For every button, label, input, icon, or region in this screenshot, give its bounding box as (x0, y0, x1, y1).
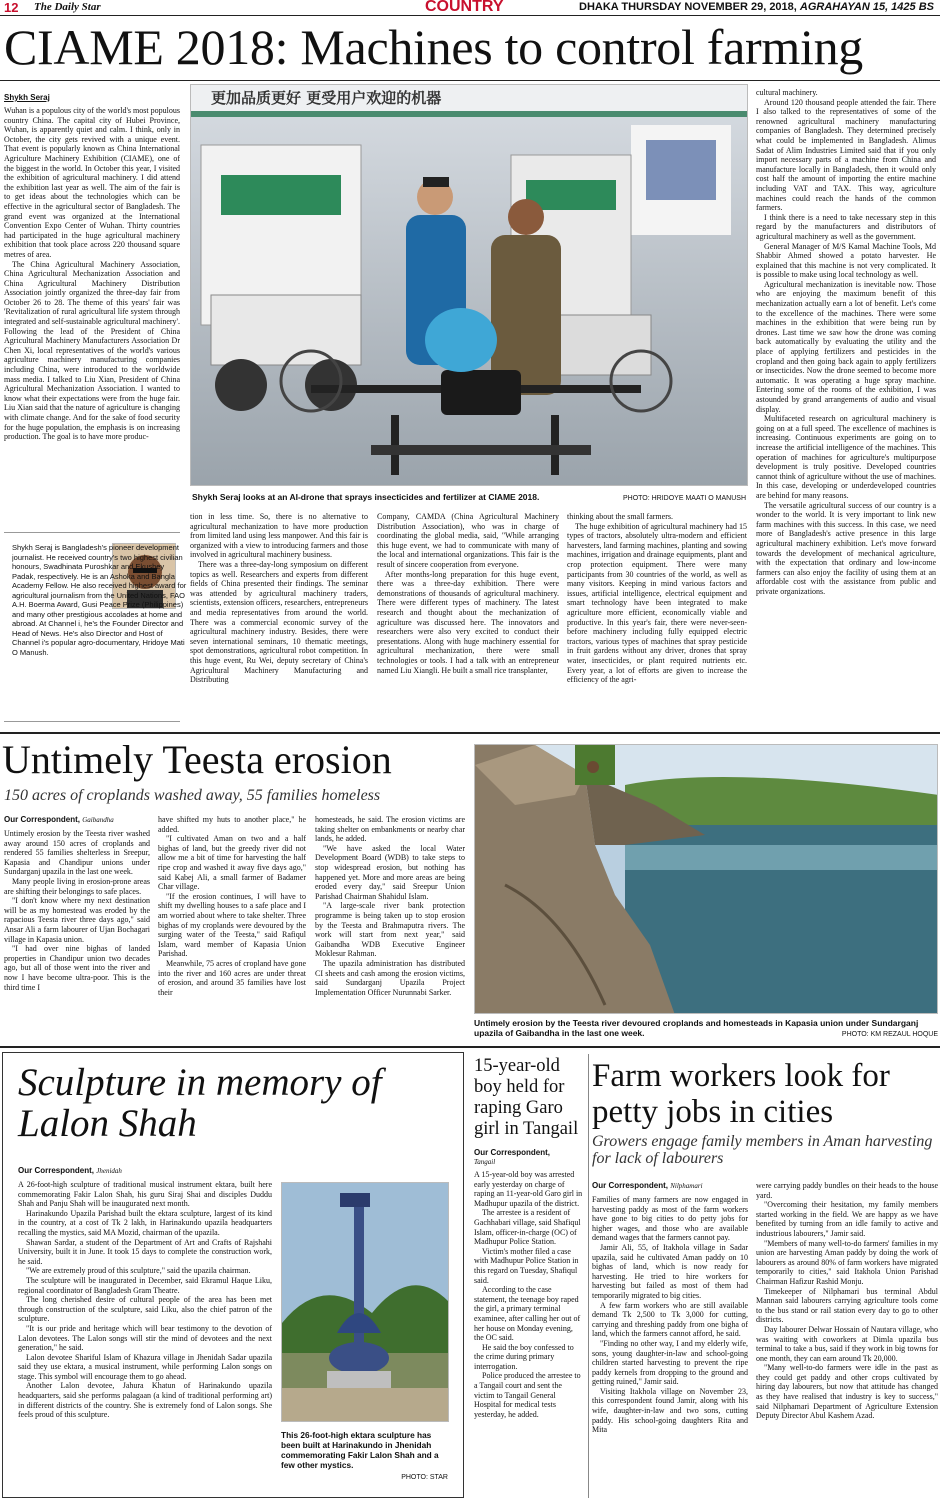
paragraph: "I don't know where my next destination will be as my homestead was eroded by the rapacious Teesta river three days ago," said Ansar Ali a farm labourer of Ujan Bochagari village in Kapasia union. (4, 896, 150, 944)
paragraph: The upazila administration has distributed CI sheets and cash among the erosion victims, said Sundarganj Upazila Project Implementation Officer Nurunnabi Sarker. (315, 958, 465, 997)
banner-text: 更加品质更好 更受用户欢迎的机器 (211, 89, 442, 107)
tangail-headline: 15-year-old boy held for raping Garo girl in Tangail (474, 1056, 579, 1139)
ciame-column-4 (567, 512, 747, 722)
teesta-byline (4, 815, 114, 824)
paragraph: The arrestee is a resident of Gachhabari village, said Shafiqul Islam, officer-in-charge (OC) of Madhupur Police Station. (474, 1208, 581, 1247)
section-divider (0, 732, 940, 734)
teesta-photo-caption: Untimely erosion by the Teesta river devoured croplands and homesteads in Kapasia union under Sundarganj upazila of Gaibandha in the last one week. (474, 1018, 919, 1038)
paragraph: The huge exhibition of agricultural machinery had 15 types of tractors, absolutely ultra-modern and efficient harvesters, land farming machines, planting and sowing machines, irrigation and drainage equipments, plant and crop protection equipment. There were many participants from 30 countries of the world, as well as many visitors. Keeping in mind various factors and issues, artificial intelligence, electrical equipment and smart technology have been integrated to make agriculture more efficient, economically viable and productive. In this year's fair, there were never-seen-before machinery including fully equipped electric tractors, various types of machines that spray pesticide in fruit gardens without any driver, drones that spray water, insecticides, or plant required nutrients etc. Every year, a lot of efforts are given to increase the efficiency of the agri- (567, 521, 747, 685)
paragraph: cultural machinery. (756, 88, 818, 97)
paragraph: Visiting Itakhola village on November 23, this correspondent found Jamir, along with his wife, daughter-in-law and two sons, cutting paddy. His school-going daughters Rita and Mita (592, 1386, 748, 1435)
tangail-byline (474, 1148, 586, 1166)
paragraph: A 26-foot-high sculpture of traditional musical instrument ektara, built here commemorating Fakir Lalon Shah, his guru Siraj Shai and disciples Duddu Shah and Panju Shah will be inaugurated next month. (18, 1180, 272, 1209)
teesta-photo-credit: PHOTO: KM REZAUL HOQUE (841, 1031, 938, 1038)
dateline (579, 1, 934, 13)
date-bengali: AGRAHAYAN 15, 1425 BS (799, 1, 934, 13)
byline-text: Our Correspondent, (592, 1181, 669, 1190)
paragraph: homesteads, he said. The erosion victims are taking shelter on embankments or nearby char lands, he added. (315, 815, 465, 844)
paragraph: were carrying paddy bundles on their heads to the house yard. (756, 1181, 938, 1200)
ciame-column-3 (377, 512, 559, 722)
byline-place: Tangail (474, 1158, 496, 1166)
byline-place: Gaibandha (82, 816, 114, 824)
ciame-headline: CIAME 2018: Machines to control farming (4, 19, 863, 75)
paragraph: Untimely erosion by the Teesta river washed away around 150 acres of croplands and rendered 55 families shelterless in Sreepur, Kapasia and Chandipur unions under Sundarganj upazila in the last one week. (4, 829, 150, 877)
byline-text: Our Correspondent, (4, 815, 81, 824)
paragraph: "We have asked the local Water Development Board (WDB) to take steps to stop widespread erosion, but nothing has happened yet. More and more areas are being eroded every day," said Sreepur Union Parishad Chairman Shahidul Islam. (315, 843, 465, 901)
ciame-column-1 (4, 106, 180, 518)
paragraph: Wuhan is a populous city of the world's most populous country China. The capital city of Hubei Province, Wuhan, is apparently quiet and calm. I think, only in October, the city gets revived with a unique event. That event is popularly known as China International Agriculture Machinery Exhibition (CIAME), one of the biggest in the world. In October this year, I visited the exhibition of agricultural machinery. I did attend the exhibition last year as well. The aim of the fair is to get ideas about the technologies which can be effective in the agricultural sector of Bangladesh. The grand event was organized at the International Convention Expo Center of Wuhan. Thirty countries had participated in the huge agricultural machinery exhibition that took place across 220 thousand square metres of area. (4, 106, 180, 259)
ciame-byline: Shykh Seraj (4, 93, 50, 102)
ciame-photo-credit: PHOTO: HRIDOYE MAATI O MANUSH (622, 495, 746, 502)
paragraph: have shifted my huts to another place," he added. (158, 815, 306, 834)
teesta-column-1 (4, 829, 150, 1040)
teesta-column-2 (158, 815, 306, 1040)
ciame-photo-caption: Shykh Seraj looks at an AI-drone that sprays insecticides and fertilizer at CIAME 2018. (192, 492, 540, 502)
paragraph: The sculpture will be inaugurated in December, said Ekramul Haque Liku, regional coordinator of Bangladesh Gram Theatre. (18, 1275, 272, 1295)
ciame-column-5 (756, 88, 936, 722)
paragraph: "We are extremely proud of this sculpture," said the upazila chairman. (26, 1266, 251, 1276)
paragraph: Meanwhile, 75 acres of cropland have gone into the river and 160 acres are under threat of erosion, and around 35 families have lost their (158, 958, 306, 997)
paragraph: He said the boy confessed to the crime during primary interrogation. (474, 1342, 574, 1371)
ektara-sculpture-photo (281, 1182, 449, 1422)
teesta-headline: Untimely Teesta erosion (2, 737, 392, 782)
drone-photo (190, 84, 748, 486)
paragraph: "If the erosion continues, I will have to shift my dwelling houses to a safe place and I am worried about where to take shelter. Three bighas of my croplands were devoured by the surging water of the Teesta," said Rafiqul Islam, ward member of Kapasia Union Parishad. (158, 891, 306, 959)
paragraph: Harinakundo Upazila Parishad built the ektara sculpture, largest of its kind in the country, at a cost of Tk 2 lakh, in Harinakundo upazila headquarters recalling the mystics, said MA Mozid, chairman of the upazila. (18, 1208, 272, 1237)
paragraph: Around 120 thousand people attended the fair. There I also talked to the representatives of some of the renowned agricultural machinery manufacturing companies of Bangladesh. They determined precisely what could be implemented in Bangladesh. Alimus Sadat of Alim Industries Limited said that if you only import necessary parts of a machine from China and manufacture locally in Bangladesh, then it would only cost half the amount of importing the entire machine including VAT and TAX. This way, agriculture machines could reach the hands of the common farmers. (756, 97, 936, 213)
paragraph: Multifaceted research on agricultural machinery is going on at a full speed. The excellence of machines is increasing. Continuous experiments are going on to increase the artificial intelligence of the machines. This operation of machines for agriculture's multipurpose development is truly positive. Developed countries cannot think of agriculture without the use of machines. In this case, developing or underdeveloped countries are behind for many reasons. (756, 414, 936, 500)
paragraph: The long cherished desire of cultural people of the area has been met through construction of the sculpture, said Liku, also the chief patron of the sculpture. (18, 1295, 272, 1324)
paragraph: A few farm workers who are still available demand Tk 2,500 to Tk 3,000 for cutting, carrying and threshing paddy from one bigha of land, which the farmers cannot afford, he said. (592, 1300, 748, 1339)
paragraph: After months-long preparation for this huge event, there was a three-day exhibition. There were demonstrations of thousands of agricultural machinery. There were different types of machinery. The latest research and thought about the mechanization of agriculture was discussed here. The innovators and researchers were also very excited to conduct their presentations. Along with huge machinery essential for agricultural mechanization, there were small technologies or tools. I had a talk with an entrepreneur named Liu Xiangli. He built a small rice transplanter, (377, 569, 559, 675)
paragraph: Shawan Sardar, a student of the Department of Art and Crafts of Rajshahi University, built it in June. It took 15 days to complete the construction work, he said. (18, 1237, 272, 1266)
teesta-subhead: 150 acres of croplands washed away, 55 families homeless (4, 787, 381, 804)
paragraph: General Manager of M/S Kamal Machine Tools, Md Shabbir Ahmed showed a potato harvester. He explained that this machine is not very complicated. It is possible to make using local technology as well. (756, 241, 936, 280)
paragraph: Timekeeper of Nilphamari bus terminal Abdul Mannan said labourers carrying agriculture tools come to the bus stand or rail station every day to go to other districts. (756, 1286, 938, 1325)
section-divider (0, 1046, 940, 1048)
river-erosion-photo (474, 744, 938, 1014)
farm-subhead: Growers engage family members in Aman harvesting for lack of labourers (592, 1133, 933, 1167)
paragraph: thinking about the small farmers. (567, 512, 673, 521)
farm-column-1 (592, 1195, 748, 1498)
paragraph: There was a three-day-long symposium on different topics as well. Researchers and experts from different fields of China presented their findings. The seminar was attended by agricultural machinery traders, scientists, extension officers, researchers, entrepreneurs and media representatives from around the world. There was a commercial economic survey of the agricultural machinery industry. Besides, there were seven international seminars, 10 thematic meetings, spot demonstrations, agricultural robot competition. In this huge event, Ru Wei, deputy secretary of China's Agricultural Machinery Manufacturing and Distributing (190, 559, 368, 685)
lalon-column-1 (18, 1180, 272, 1490)
paragraph: I think there is a need to take necessary step in this regard by the manufacturers and distributors of agricultural machinery as well as the government. (756, 212, 936, 241)
paragraph: "I had over nine bighas of landed properties in Chandipur union two decades ago, but all of those went into the river and now I have become ultra-poor. This is the third time I (4, 944, 150, 992)
paragraph: Police produced the arrestee to a Tangail court and sent the victim to Tangail General Hospital for medical tests yesterday, he added. (474, 1371, 581, 1419)
paragraph: According to the case statement, the teenage boy raped the girl, a primary terminal examinee, after calling her out of her house on Monday evening, the OC said. (474, 1285, 581, 1343)
paragraph: "Many well-to-do farmers were idle in the past as they could get paddy and other crops cultivated by hiring day labourers, but now that attitude has changed as they have realised that industry is key to success," said Nilphamari Department of Agriculture Extension Deputy Director Abul Kashem Azad. (756, 1363, 938, 1421)
date-city: DHAKA (579, 1, 619, 13)
paragraph: "A large-scale river bank protection programme is being taken up to stop erosion by the Teesta and Brahmaputra rivers. The work will start from next year," said Gaibandha WDB Executive Engineer Moklesur Rahman. (315, 901, 465, 959)
farm-headline: Farm workers look for petty jobs in cities (592, 1058, 890, 1130)
lalon-headline: Sculpture in memory of Lalon Shah (18, 1061, 382, 1145)
column-rule (588, 1054, 589, 1498)
paragraph: The China Agricultural Machinery Association, China Agricultural Mechanization Association and China Agricultural Machinery Distribution Association jointly organized the three-day fair from October 26 to 28. The theme of this years' fair was 'Revitalization of rural agricultural life system through integrated and self-sustainable agricultural machinery'. Following the lead of the President of China Agricultural Machinery Manufacturers Association Dr Chen Xi, local representatives of the world's various agriculture machinery manufacturing companies including China, were introduced to the worldwide mass media. I talked to Liu Xian, President of China Agricultural Mechanization Association. I wanted to know what their expectations were from the huge fair. Liu Xian said that the nature of agriculture is changing with climate change. And for the sake of food security for the huge population, the emphasis is on increasing production. The goal is to have more produc- (4, 259, 180, 442)
divider (0, 80, 940, 81)
paragraph: Victim's mother filed a case with Madhupur Police Station in this regard on Tuesday, Shafiqul said. (474, 1246, 579, 1285)
lalon-byline (18, 1166, 122, 1175)
paragraph: Families of many farmers are now engaged in harvesting paddy as most of the farm workers have gone to big cities to do petty jobs for higher wages, and those who are available demand wages that the farmers cannot pay. (592, 1195, 748, 1243)
paragraph: "Members of many well-to-do farmers' families in my union are harvesting Aman paddy by doing the work of labourers as around 80% of farm workers have migrated temporarily to cities," said Itakhola Union Parishad Chairman Hafizur Rashid Monju. (756, 1238, 938, 1286)
byline-place: Nilphamari (670, 1182, 703, 1190)
paragraph: Day labourer Delwar Hossain of Nautara village, who was waiting with coworkers at Dimla upazila bus terminal to take a bus, said if they work in big towns for one month, they can earn around Tk 20,000. (756, 1324, 938, 1363)
date-english: THURSDAY NOVEMBER 29, 2018, (621, 1, 797, 13)
farm-column-2 (756, 1181, 938, 1498)
page-number: 12 (4, 0, 19, 15)
teesta-column-3 (315, 815, 465, 1040)
paragraph: Many people living in erosion-prone areas are shifting their belongings to safe places. (4, 876, 150, 896)
lalon-photo-credit: PHOTO: STAR (401, 1474, 448, 1481)
paragraph: Another Lalon devotee, Jahura Khatun of Harinakundo upazila headquarters, said she performs palagaan (a kind of traditional performing art) in different districts of the country. She is extremely fond of Lalon songs. She feels proud of this sculpture. (18, 1381, 272, 1420)
author-bio: Shykh Seraj is Bangladesh's pioneer development journalist. He received country's two highest civilian honours, Swadhinata Puroshkar and Ekushey Padak, respectively. He is an Ashoka and Bangla Academy Fellow. He also received highest award for agricultural journalism from the United Nations, FAO A.H. Boerma Award, Gusi Peace Prize (Philippines) and many other prestigious accolades at home and abroad. At Channel i, he's the Founder Director and Head of News. He's also Director and Host of Channel i's popular agro-documentary, Hridoye Mati O Manush. (12, 543, 187, 657)
paragraph: A 15-year-old boy was arrested early yesterday on charge of raping an 11-year-old Garo girl in Madhupur upazila of the district. (474, 1170, 583, 1208)
paragraph: "I cultivated Aman on two and a half bighas of land, but the greedy river did not allow me a bit of time for harvesting the half ripe crop and washed it away five days ago," said Kabej Ali, a small farmer of Badamer Char village. (158, 834, 306, 892)
masthead-logo: The Daily Star (34, 1, 101, 13)
paragraph: "Overcoming their hesitation, my family members started working in the field. We are happy as we have benefited by turning from an idle family to active and industrious labourers," Jamir said. (756, 1200, 938, 1238)
lalon-photo-caption: This 26-foot-high ektara sculpture has been built at Harinakundo in Jhenidah commemorating Fakir Lalon Shah and a few other mystics. (281, 1430, 439, 1470)
paragraph: Lalon devotee Shariful Islam of Khazura village in Jhenidah Sadar upazila said they use ektara, a musical instrument, while performing Lalon songs on stage. This symbol will encourage them to go ahead. (18, 1352, 272, 1381)
byline-text: Our Correspondent, (474, 1148, 551, 1157)
farm-byline (592, 1181, 703, 1190)
tangail-column-1 (474, 1170, 584, 1498)
ciame-column-2 (190, 512, 368, 722)
byline-text: Our Correspondent, (18, 1166, 95, 1175)
section-label: COUNTRY (425, 0, 504, 15)
paragraph: "Finding no other way, I and my elderly wife, sons, young daughter-in-law and school-going children started harvesting to prevent the ripe paddy kernels from dropping to the ground and getting ruined," Jamir said. (592, 1338, 748, 1387)
paragraph: Company, CAMDA (China Agricultural Machinery Distribution Association), who was in charge of coordinating the global media, said, "While arranging this huge event, we had to communicate with many of the local and international organizations. This fair is the result of sincere cooperation from everyone. (377, 512, 559, 569)
paragraph: tion in less time. So, there is no alternative to agricultural mechanization to have more production from limited land using less manpower. And this fair is organized with a view to introducing farmers and those involved in agricultural machinery business. (190, 512, 368, 560)
paragraph: Jamir Ali, 55, of Itakhola village in Sadar upazila, said he cultivated Aman paddy on 10 bighas of land, which is now ready for harvesting. He tried to hire workers for harvesting but failed as most of them had temporarily migrated to big cities. (592, 1242, 748, 1300)
paragraph: The versatile agricultural success of our country is a wonder to the world. It is very important to link new farm machines with this success. In this case, we need more of Bangladesh's active presence in this large agricultural machinery exhibition. Let's move forward towards the development of mechanical agriculture, with the expectation that ordinary and low-income farmers can also enjoy the facility of using them at an affordable cost with the assistance from public and private organizations. (756, 500, 936, 596)
paragraph: Agricultural mechanization is inevitable now. Those who are enjoying the maximum benefit of this mechanization actually earn a lot of benefit. Let's come to the excellence of the machines. There were some machines in the exhibition that were being run by drones. Last time we saw how the drone was coming back automatically by evaluating the utility and the place of applying fertilizers and pesticides in the cropland and then going back again to apply fertilizers or insecticides. Now the drone seemed to become more automatic. It was operating a huge spray machine. Entering some of the rooms of the exhibition, I was astounded by grand arrangements of audio and visual display. (756, 279, 936, 414)
author-bio-box (4, 532, 187, 722)
page-header-bar (0, 0, 940, 16)
paragraph: "It is our pride and heritage which will bear testimony to the devotion of Lalon devotees. The Lalon songs will stir the mind of devotees and the next generation," he said. (18, 1323, 272, 1353)
byline-place: Jhenidah (96, 1167, 122, 1175)
